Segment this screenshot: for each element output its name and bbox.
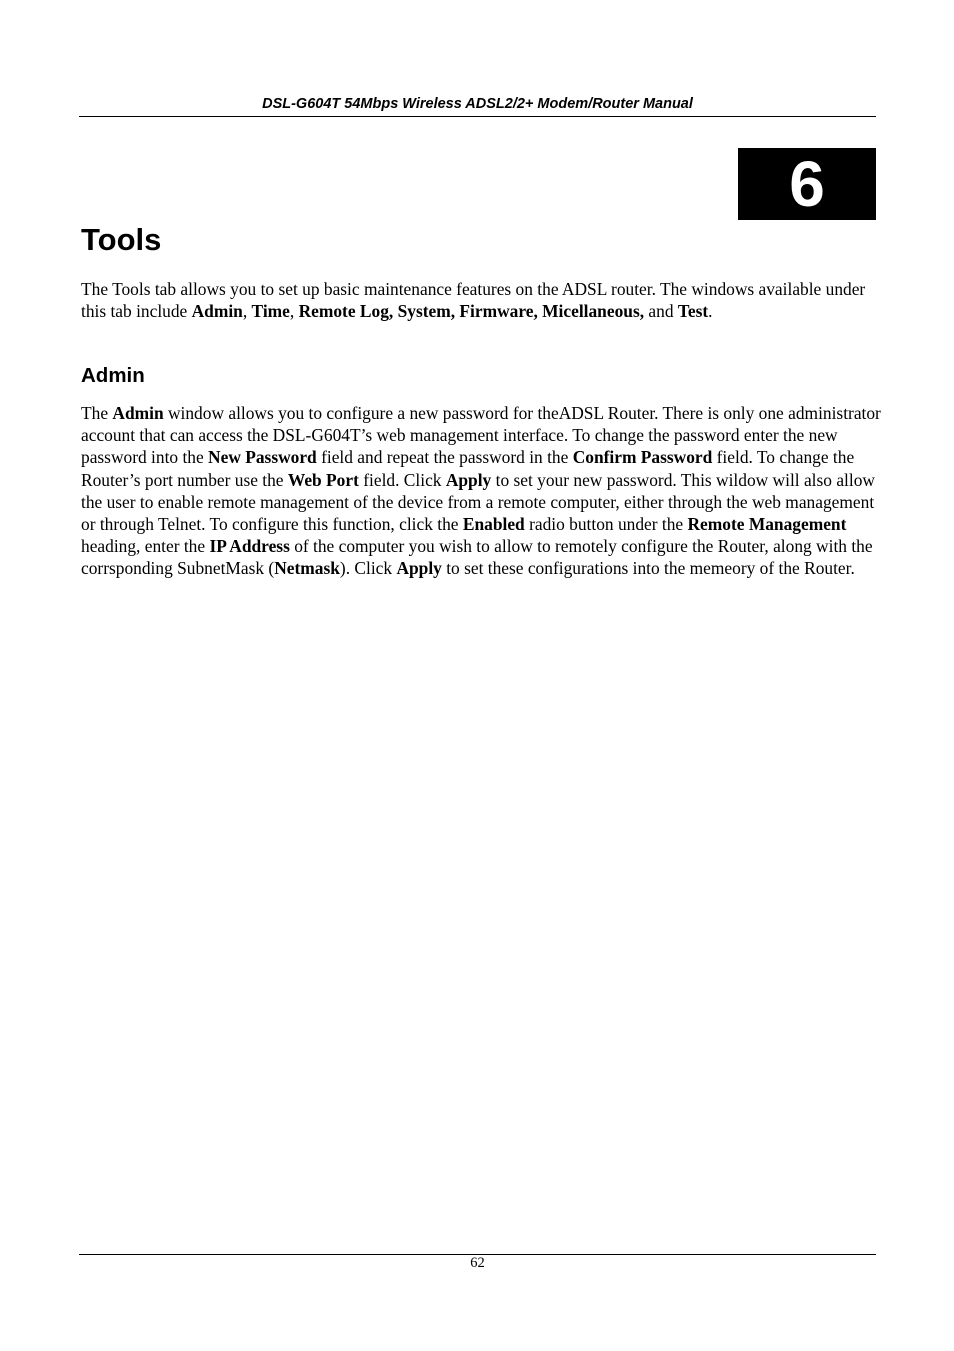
admin-paragraph <box>81 402 881 580</box>
intro-text: and <box>644 301 678 322</box>
header-divider <box>79 116 876 117</box>
admin-term: New Password <box>208 447 317 468</box>
admin-text: radio button under the <box>524 514 688 535</box>
admin-text: of the computer you wish to allow to remotely configure the Router, along with the corrsponding SubnetMask ( <box>81 536 873 579</box>
intro-text: , <box>289 301 299 322</box>
section-heading-admin: Admin <box>81 364 145 387</box>
intro-text: . <box>708 301 713 322</box>
intro-term-time: Time <box>251 301 290 322</box>
intro-term-admin: Admin <box>191 301 243 322</box>
admin-term: Netmask <box>274 558 340 579</box>
admin-text: field. To change the Router’s port number use the <box>81 447 855 490</box>
admin-text: ). Click <box>339 558 397 579</box>
admin-term: Confirm Password <box>572 447 713 468</box>
admin-text: to set these configurations into the memeory of the Router. <box>441 558 855 579</box>
admin-text: to set your new password. This wildow will also allow the user to enable remote management of the device from a remote computer, either through the web management or through Telnet. To configure this function, click the <box>81 469 875 535</box>
intro-text: , <box>242 301 252 322</box>
admin-text: window allows you to configure a new password for theADSL Router. There is only one administrator account that can access the DSL-G604T’s web management interface. To change the password enter the new password into the <box>81 403 881 468</box>
chapter-title: Tools <box>81 222 162 257</box>
intro-term-test: Test <box>677 301 709 322</box>
page-number: 62 <box>470 1255 485 1271</box>
admin-term: Web Port <box>287 469 359 490</box>
admin-term: Admin <box>112 403 164 423</box>
chapter-number-badge: 6 <box>738 148 876 220</box>
intro-term-list: Remote Log, System, Firmware, Micellaneous, <box>298 301 645 322</box>
admin-text: field. Click <box>358 469 446 490</box>
admin-term: Apply <box>445 469 492 490</box>
running-header: DSL-G604T 54Mbps Wireless ADSL2/2+ Modem/Router Manual <box>262 96 693 112</box>
intro-paragraph <box>81 278 881 322</box>
admin-text: The <box>81 403 113 423</box>
admin-term: IP Address <box>209 536 290 557</box>
intro-text: The Tools tab allows you to set up basic maintenance features on the ADSL router. The windows available under this tab include <box>81 279 866 322</box>
admin-text: heading, enter the <box>81 536 210 557</box>
admin-text: field and repeat the password in the <box>316 447 573 468</box>
admin-term: Enabled <box>462 514 525 535</box>
admin-term: Apply <box>396 558 442 579</box>
admin-term: Remote Management <box>687 514 847 535</box>
